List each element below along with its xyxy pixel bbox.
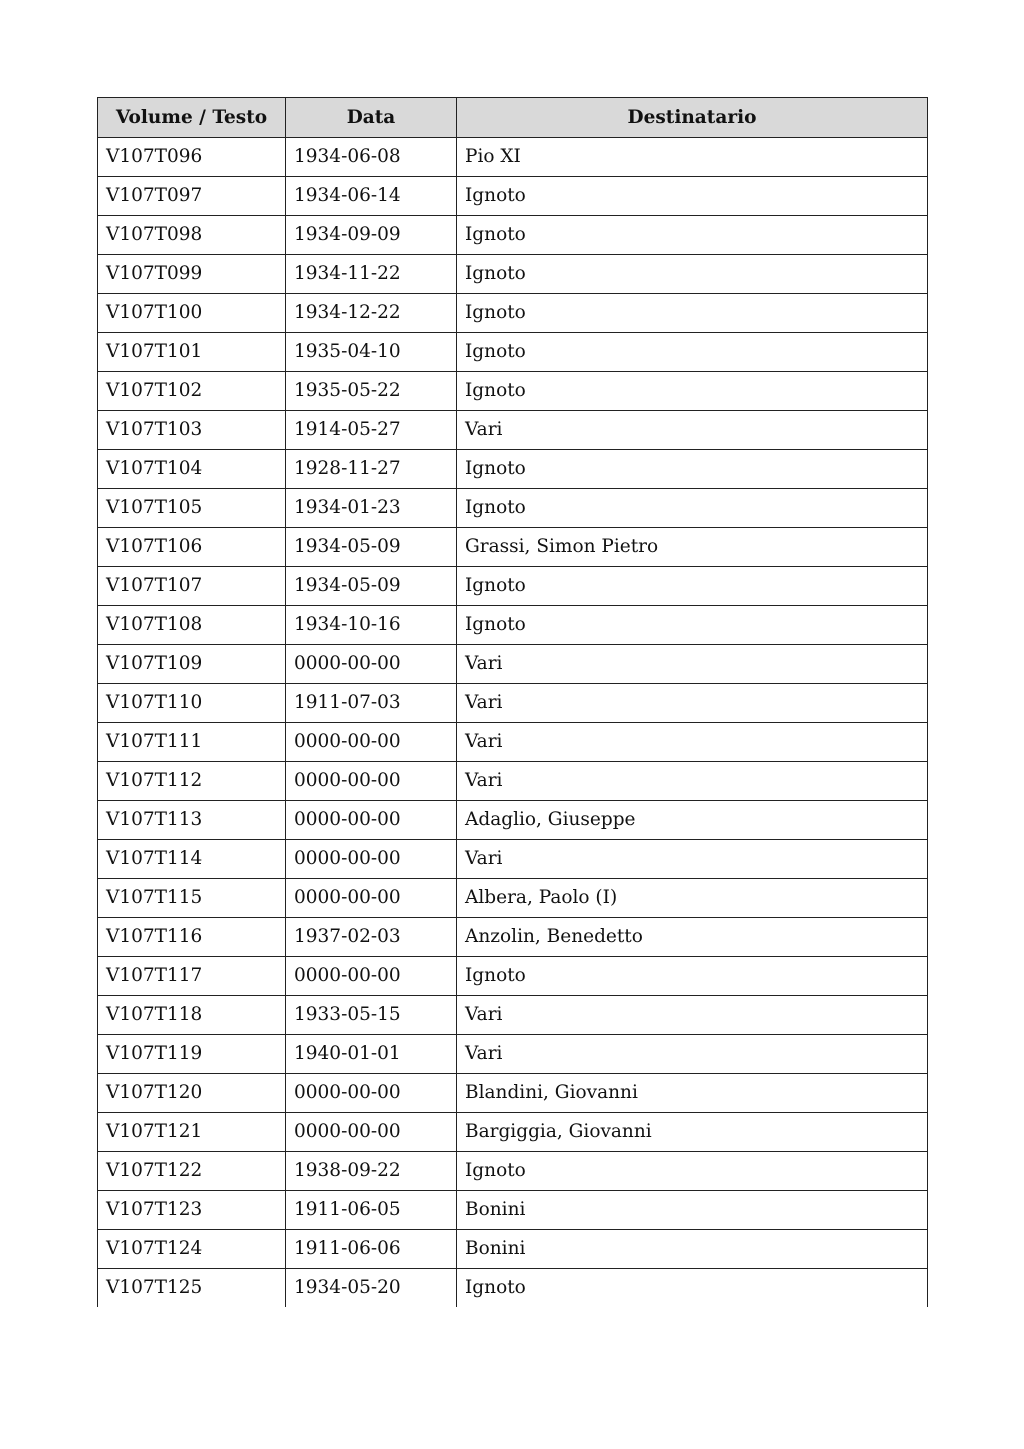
column-header-destinatario: Destinatario bbox=[457, 98, 928, 138]
cell-volume-testo: V107T121 bbox=[98, 1113, 286, 1152]
cell-volume-testo: V107T101 bbox=[98, 333, 286, 372]
cell-volume-testo: V107T113 bbox=[98, 801, 286, 840]
cell-destinatario: Adaglio, Giuseppe bbox=[457, 801, 928, 840]
cell-destinatario: Blandini, Giovanni bbox=[457, 1074, 928, 1113]
cell-destinatario: Ignoto bbox=[457, 450, 928, 489]
table-row bbox=[98, 138, 928, 177]
cell-destinatario: Ignoto bbox=[457, 1152, 928, 1191]
cell-volume-testo: V107T102 bbox=[98, 372, 286, 411]
cell-data: 1934-11-22 bbox=[286, 255, 457, 294]
cell-data: 1934-05-09 bbox=[286, 528, 457, 567]
cell-data: 1911-06-06 bbox=[286, 1230, 457, 1269]
cell-destinatario: Vari bbox=[457, 645, 928, 684]
cell-data: 0000-00-00 bbox=[286, 1113, 457, 1152]
cell-data: 1928-11-27 bbox=[286, 450, 457, 489]
cell-destinatario: Vari bbox=[457, 411, 928, 450]
table-row bbox=[98, 645, 928, 684]
cell-destinatario: Vari bbox=[457, 762, 928, 801]
cell-data: 0000-00-00 bbox=[286, 957, 457, 996]
table-row bbox=[98, 1074, 928, 1113]
cell-data: 0000-00-00 bbox=[286, 879, 457, 918]
table-row bbox=[98, 333, 928, 372]
table-row bbox=[98, 372, 928, 411]
cell-data: 1933-05-15 bbox=[286, 996, 457, 1035]
table-row bbox=[98, 1191, 928, 1230]
cell-volume-testo: V107T116 bbox=[98, 918, 286, 957]
cell-destinatario: Bargiggia, Giovanni bbox=[457, 1113, 928, 1152]
table-row bbox=[98, 801, 928, 840]
cell-destinatario: Ignoto bbox=[457, 177, 928, 216]
cell-destinatario: Ignoto bbox=[457, 294, 928, 333]
cell-destinatario: Ignoto bbox=[457, 567, 928, 606]
table-row bbox=[98, 957, 928, 996]
cell-destinatario: Bonini bbox=[457, 1191, 928, 1230]
cell-volume-testo: V107T117 bbox=[98, 957, 286, 996]
cell-destinatario: Ignoto bbox=[457, 372, 928, 411]
cell-data: 1934-12-22 bbox=[286, 294, 457, 333]
table-row bbox=[98, 1230, 928, 1269]
cell-data: 1911-06-05 bbox=[286, 1191, 457, 1230]
cell-data: 1938-09-22 bbox=[286, 1152, 457, 1191]
cell-volume-testo: V107T112 bbox=[98, 762, 286, 801]
cell-volume-testo: V107T097 bbox=[98, 177, 286, 216]
cell-data: 0000-00-00 bbox=[286, 801, 457, 840]
cell-volume-testo: V107T110 bbox=[98, 684, 286, 723]
cell-data: 1934-06-14 bbox=[286, 177, 457, 216]
cell-data: 1934-06-08 bbox=[286, 138, 457, 177]
cell-data: 0000-00-00 bbox=[286, 840, 457, 879]
table-row bbox=[98, 762, 928, 801]
cell-destinatario: Grassi, Simon Pietro bbox=[457, 528, 928, 567]
cell-data: 1940-01-01 bbox=[286, 1035, 457, 1074]
table-row bbox=[98, 918, 928, 957]
cell-data: 1934-10-16 bbox=[286, 606, 457, 645]
cell-volume-testo: V107T119 bbox=[98, 1035, 286, 1074]
cell-destinatario: Ignoto bbox=[457, 216, 928, 255]
cell-destinatario: Ignoto bbox=[457, 1269, 928, 1308]
table-row bbox=[98, 723, 928, 762]
cell-volume-testo: V107T107 bbox=[98, 567, 286, 606]
cell-data: 1914-05-27 bbox=[286, 411, 457, 450]
letters-table bbox=[97, 97, 928, 1307]
table-row bbox=[98, 450, 928, 489]
table-body bbox=[98, 138, 928, 1308]
cell-destinatario: Ignoto bbox=[457, 255, 928, 294]
cell-data: 0000-00-00 bbox=[286, 723, 457, 762]
table-row bbox=[98, 294, 928, 333]
table-row bbox=[98, 528, 928, 567]
cell-destinatario: Pio XI bbox=[457, 138, 928, 177]
table-row bbox=[98, 1035, 928, 1074]
cell-destinatario: Ignoto bbox=[457, 333, 928, 372]
cell-volume-testo: V107T115 bbox=[98, 879, 286, 918]
table-row bbox=[98, 606, 928, 645]
cell-destinatario: Vari bbox=[457, 840, 928, 879]
table-row bbox=[98, 255, 928, 294]
cell-data: 0000-00-00 bbox=[286, 645, 457, 684]
table-row bbox=[98, 1269, 928, 1308]
table-row bbox=[98, 411, 928, 450]
cell-volume-testo: V107T106 bbox=[98, 528, 286, 567]
cell-volume-testo: V107T109 bbox=[98, 645, 286, 684]
cell-destinatario: Bonini bbox=[457, 1230, 928, 1269]
cell-destinatario: Ignoto bbox=[457, 606, 928, 645]
table-row bbox=[98, 840, 928, 879]
table-row bbox=[98, 489, 928, 528]
cell-data: 1934-05-20 bbox=[286, 1269, 457, 1308]
table-row bbox=[98, 216, 928, 255]
header-row bbox=[98, 98, 928, 138]
column-header-data: Data bbox=[286, 98, 457, 138]
cell-data: 1911-07-03 bbox=[286, 684, 457, 723]
cell-volume-testo: V107T103 bbox=[98, 411, 286, 450]
cell-volume-testo: V107T118 bbox=[98, 996, 286, 1035]
cell-volume-testo: V107T120 bbox=[98, 1074, 286, 1113]
table-row bbox=[98, 879, 928, 918]
cell-volume-testo: V107T104 bbox=[98, 450, 286, 489]
cell-volume-testo: V107T096 bbox=[98, 138, 286, 177]
cell-data: 0000-00-00 bbox=[286, 1074, 457, 1113]
cell-volume-testo: V107T111 bbox=[98, 723, 286, 762]
cell-volume-testo: V107T124 bbox=[98, 1230, 286, 1269]
cell-data: 1934-09-09 bbox=[286, 216, 457, 255]
cell-data: 1935-05-22 bbox=[286, 372, 457, 411]
cell-destinatario: Albera, Paolo (I) bbox=[457, 879, 928, 918]
cell-volume-testo: V107T114 bbox=[98, 840, 286, 879]
table-row bbox=[98, 1113, 928, 1152]
table-row bbox=[98, 1152, 928, 1191]
cell-volume-testo: V107T100 bbox=[98, 294, 286, 333]
cell-volume-testo: V107T098 bbox=[98, 216, 286, 255]
cell-volume-testo: V107T125 bbox=[98, 1269, 286, 1308]
cell-destinatario: Vari bbox=[457, 996, 928, 1035]
cell-destinatario: Vari bbox=[457, 723, 928, 762]
cell-destinatario: Vari bbox=[457, 1035, 928, 1074]
cell-data: 1935-04-10 bbox=[286, 333, 457, 372]
cell-destinatario: Ignoto bbox=[457, 957, 928, 996]
table-row bbox=[98, 996, 928, 1035]
cell-volume-testo: V107T123 bbox=[98, 1191, 286, 1230]
cell-data: 1937-02-03 bbox=[286, 918, 457, 957]
table-row bbox=[98, 684, 928, 723]
cell-destinatario: Vari bbox=[457, 684, 928, 723]
cell-data: 1934-01-23 bbox=[286, 489, 457, 528]
table-row bbox=[98, 177, 928, 216]
cell-data: 1934-05-09 bbox=[286, 567, 457, 606]
cell-destinatario: Ignoto bbox=[457, 489, 928, 528]
table-row bbox=[98, 567, 928, 606]
table-header bbox=[98, 98, 928, 138]
cell-volume-testo: V107T108 bbox=[98, 606, 286, 645]
column-header-volume-testo: Volume / Testo bbox=[98, 98, 286, 138]
cell-volume-testo: V107T099 bbox=[98, 255, 286, 294]
cell-volume-testo: V107T105 bbox=[98, 489, 286, 528]
cell-volume-testo: V107T122 bbox=[98, 1152, 286, 1191]
cell-data: 0000-00-00 bbox=[286, 762, 457, 801]
cell-destinatario: Anzolin, Benedetto bbox=[457, 918, 928, 957]
